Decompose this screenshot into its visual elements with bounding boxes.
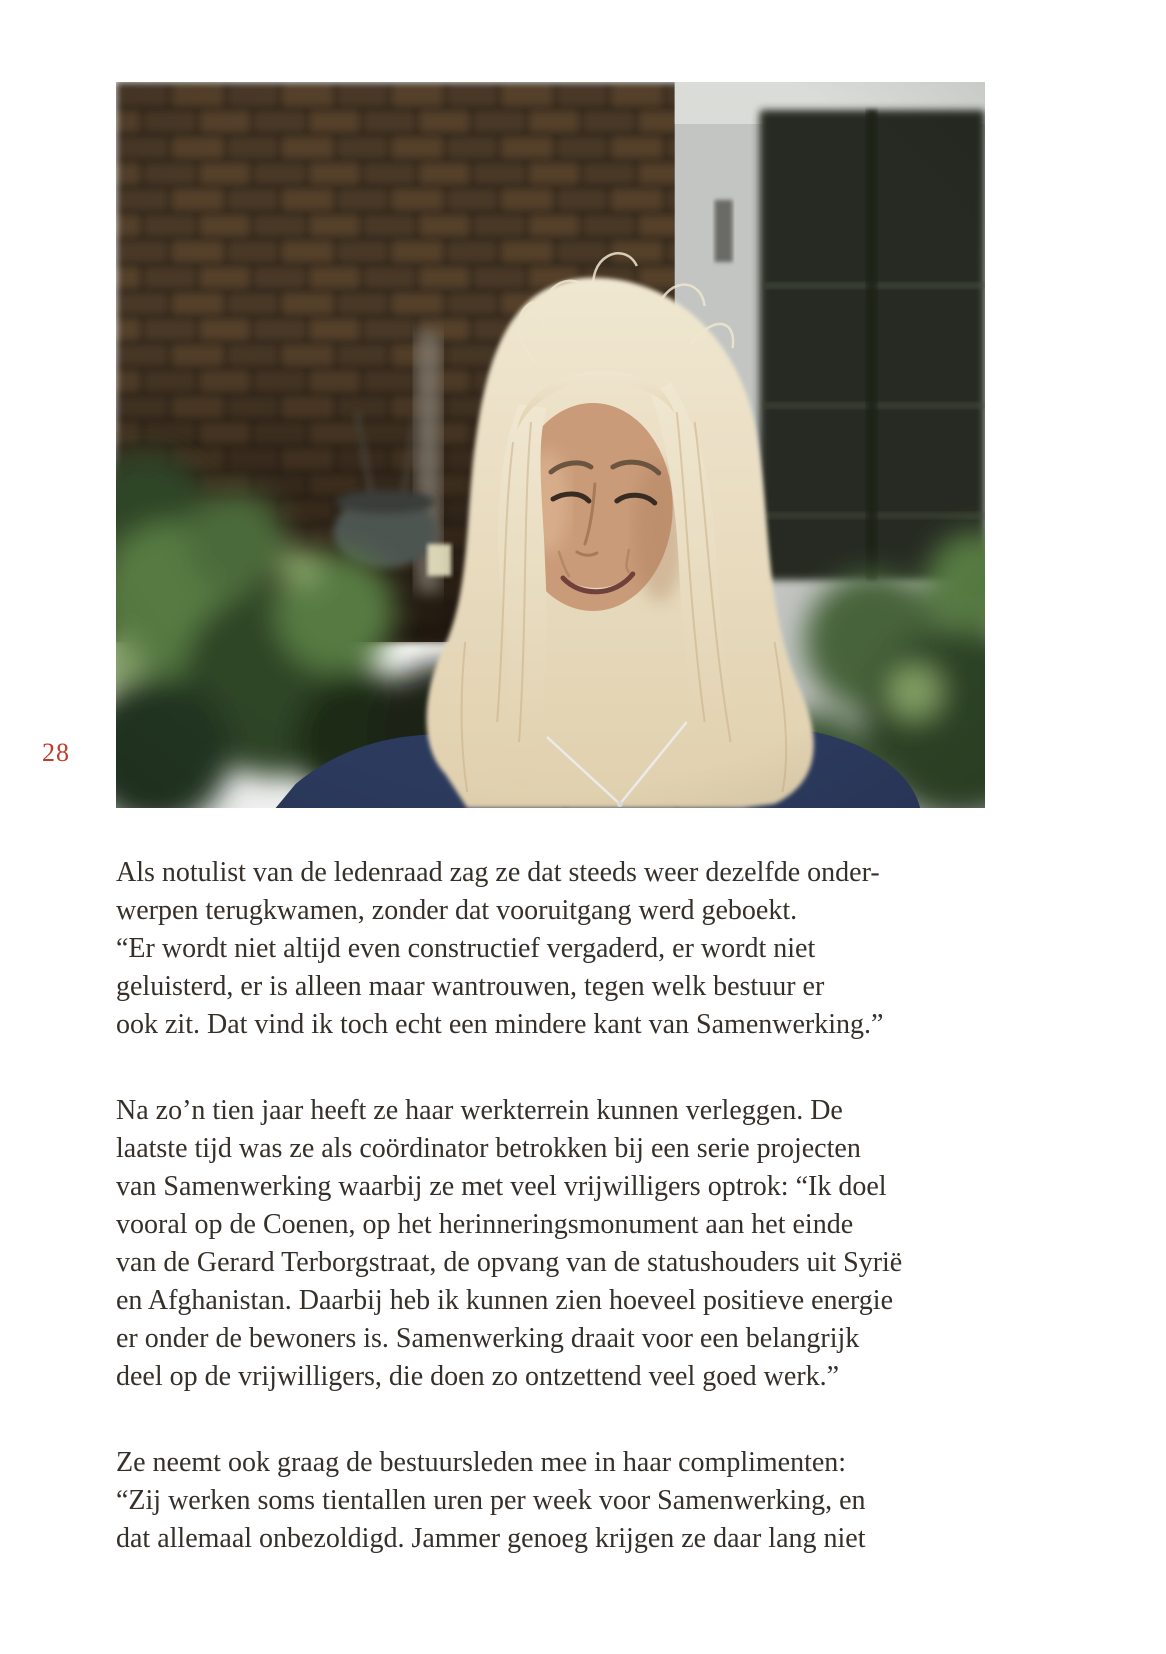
paragraph bbox=[116, 854, 1116, 1044]
text-line: laatste tijd was ze als coördinator betrokken bij een serie projecten bbox=[116, 1133, 861, 1164]
text-line: van de Gerard Terborgstraat, de opvang van de statushouders uit Syrië bbox=[116, 1247, 903, 1278]
text-line: “Zij werken soms tientallen uren per week voor Samenwerking, en bbox=[116, 1485, 866, 1516]
text-line: vooral op de Coenen, op het herinneringsmonument aan het einde bbox=[116, 1209, 854, 1240]
paragraph bbox=[116, 1444, 1116, 1558]
portrait-photo-illustration bbox=[116, 82, 985, 808]
text-line: ook zit. Dat vind ik toch echt een mindere kant van Samenwerking.” bbox=[116, 1009, 884, 1040]
body-text bbox=[116, 854, 1116, 1606]
paragraph bbox=[116, 1092, 1116, 1396]
text-line: Ze neemt ook graag de bestuursleden mee in haar complimenten: bbox=[116, 1447, 847, 1478]
text-line: Na zo’n tien jaar heeft ze haar werkterrein kunnen verleggen. De bbox=[116, 1095, 843, 1126]
photo-vignette bbox=[116, 82, 985, 808]
portrait-photo bbox=[116, 82, 985, 808]
text-line: dat allemaal onbezoldigd. Jammer genoeg krijgen ze daar lang niet bbox=[116, 1523, 866, 1554]
text-line: en Afghanistan. Daarbij heb ik kunnen zien hoeveel positieve energie bbox=[116, 1285, 893, 1316]
text-line: “Er wordt niet altijd even constructief vergaderd, er wordt niet bbox=[116, 933, 816, 964]
text-line: deel op de vrijwilligers, die doen zo ontzettend veel goed werk.” bbox=[116, 1361, 840, 1392]
text-line: geluisterd, er is alleen maar wantrouwen, tegen welk bestuur er bbox=[116, 971, 825, 1002]
text-line: werpen terugkwamen, zonder dat vooruitgang werd geboekt. bbox=[116, 895, 798, 926]
text-line: van Samenwerking waarbij ze met veel vrijwilligers optrok: “Ik doel bbox=[116, 1171, 887, 1202]
page-number: 28 bbox=[42, 738, 70, 767]
text-line: Als notulist van de ledenraad zag ze dat steeds weer dezelfde onder- bbox=[116, 857, 880, 888]
text-line: er onder de bewoners is. Samenwerking draait voor een belangrijk bbox=[116, 1323, 860, 1354]
